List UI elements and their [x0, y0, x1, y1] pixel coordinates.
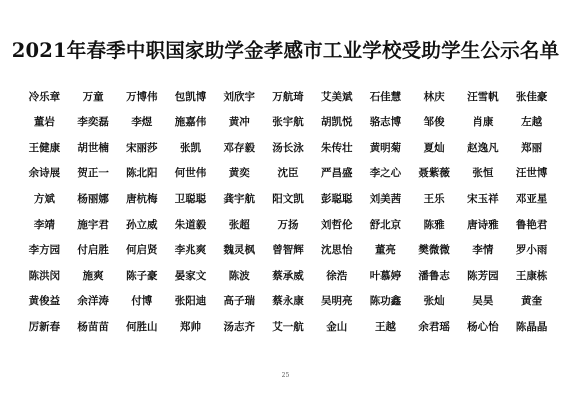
recipient-name: 胡世楠	[77, 141, 109, 154]
recipient-name: 高子瑞	[223, 295, 256, 308]
recipient-name: 聂紫薇	[418, 167, 450, 180]
recipient-name: 刘美茜	[369, 192, 402, 205]
recipient-name: 陈雅	[423, 218, 445, 231]
recipient-name: 张超	[228, 218, 250, 231]
recipient-name: 包凯博	[174, 90, 207, 103]
recipient-names-grid	[20, 84, 556, 340]
recipient-name: 龚宇航	[223, 192, 256, 205]
recipient-name: 冷乐章	[28, 90, 61, 103]
recipient-name: 何胜山	[126, 320, 158, 333]
recipient-name: 刘哲伦	[320, 218, 353, 231]
recipient-name: 付博	[131, 295, 153, 308]
recipient-name: 宋玉祥	[467, 192, 499, 205]
recipient-name: 曾智辉	[272, 244, 304, 257]
recipient-name: 汤志齐	[223, 320, 256, 333]
recipient-name: 陈功鑫	[369, 295, 402, 308]
recipient-name: 叶慕婷	[369, 269, 402, 282]
recipient-name: 沈臣	[277, 167, 299, 180]
recipient-name: 陈晶晶	[515, 320, 548, 333]
recipient-name: 严昌盛	[320, 167, 353, 180]
recipient-name: 余洋涛	[77, 295, 109, 308]
recipient-name: 罗小雨	[515, 244, 548, 257]
recipient-name: 施爽	[82, 269, 104, 282]
recipient-name: 汪雪帆	[467, 90, 499, 103]
recipient-name: 方斌	[33, 192, 55, 205]
recipient-name: 杨心怡	[467, 320, 499, 333]
recipient-name: 唐诗雅	[467, 218, 499, 231]
recipient-name: 万扬	[277, 218, 299, 231]
recipient-name: 杨丽娜	[77, 192, 109, 205]
recipient-name: 厉新春	[28, 320, 61, 333]
recipient-name: 石佳慧	[369, 90, 402, 103]
recipient-name: 骆志博	[369, 116, 402, 129]
recipient-name: 陈洪闵	[28, 269, 61, 282]
recipient-name: 黄奎	[521, 295, 543, 308]
recipient-name: 汤长泳	[272, 141, 304, 154]
recipient-name: 李方园	[28, 244, 61, 257]
recipient-name: 张灿	[423, 295, 445, 308]
recipient-name: 万航琦	[272, 90, 304, 103]
recipient-name: 万博伟	[126, 90, 158, 103]
recipient-name: 邹俊	[423, 116, 445, 129]
recipient-name: 何启贤	[126, 244, 158, 257]
recipient-name: 陈北阳	[126, 167, 158, 180]
recipient-name: 郑帅	[180, 320, 202, 333]
recipient-name: 李之心	[369, 167, 402, 180]
recipient-name: 邓亚星	[515, 192, 548, 205]
recipient-name: 舒北京	[369, 218, 402, 231]
recipient-name: 宋丽莎	[126, 141, 158, 154]
recipient-name: 李兆爽	[174, 244, 207, 257]
recipient-name: 潘鲁志	[418, 269, 450, 282]
recipient-name: 施宇君	[77, 218, 109, 231]
recipient-name: 陈波	[228, 269, 250, 282]
recipient-name: 余君瑶	[418, 320, 450, 333]
recipient-name: 卫聪聪	[174, 192, 207, 205]
recipient-name: 蔡承威	[272, 269, 304, 282]
recipient-name: 夏灿	[423, 141, 445, 154]
recipient-name: 陈子豪	[126, 269, 158, 282]
recipient-name: 左越	[521, 116, 543, 129]
recipient-name: 金山	[326, 320, 348, 333]
recipient-name: 艾一航	[272, 320, 304, 333]
recipient-name: 朱传壮	[320, 141, 353, 154]
recipient-name: 郑丽	[521, 141, 543, 154]
recipient-name: 孙立威	[126, 218, 158, 231]
recipient-name: 张恒	[472, 167, 494, 180]
recipient-name: 黄明菊	[369, 141, 402, 154]
recipient-name: 余诗展	[28, 167, 61, 180]
recipient-name: 何世伟	[174, 167, 207, 180]
recipient-name: 阳文凯	[272, 192, 304, 205]
recipient-name: 黄奕	[228, 167, 250, 180]
recipient-name: 施嘉伟	[174, 116, 207, 129]
recipient-name: 张凯	[180, 141, 202, 154]
page-title: 2021年春季中职国家助学金孝感市工业学校受助学生公示名单	[11, 39, 560, 62]
recipient-name: 董岩	[33, 116, 55, 129]
recipient-name: 王康栋	[515, 269, 548, 282]
recipient-name: 赵逸凡	[467, 141, 499, 154]
recipient-name: 张阳迪	[174, 295, 207, 308]
recipient-name: 付启胜	[77, 244, 109, 257]
recipient-name: 李煜	[131, 116, 153, 129]
recipient-name: 朱道毅	[174, 218, 207, 231]
recipient-name: 樊微微	[418, 244, 450, 257]
recipient-name: 吴昊	[472, 295, 494, 308]
recipient-name: 王健康	[28, 141, 61, 154]
recipient-name: 李靖	[33, 218, 55, 231]
recipient-name: 贺正一	[77, 167, 109, 180]
recipient-name: 王乐	[423, 192, 445, 205]
recipient-name: 李情	[472, 244, 494, 257]
recipient-name: 胡凯悦	[320, 116, 353, 129]
page-number: 25	[281, 372, 290, 379]
recipient-name: 晏家文	[174, 269, 207, 282]
recipient-name: 王越	[374, 320, 396, 333]
recipient-name: 蔡永康	[272, 295, 304, 308]
recipient-name: 林庆	[423, 90, 445, 103]
recipient-name: 陈芳园	[467, 269, 499, 282]
recipient-name: 徐浩	[326, 269, 348, 282]
recipient-name: 杨苗苗	[77, 320, 109, 333]
recipient-name: 汪世博	[515, 167, 548, 180]
recipient-name: 张佳豪	[515, 90, 548, 103]
recipient-name: 肖康	[472, 116, 494, 129]
recipient-name: 唐杭梅	[126, 192, 158, 205]
recipient-name: 邓存毅	[223, 141, 256, 154]
recipient-name: 沈思怡	[320, 244, 353, 257]
recipient-name: 李奕磊	[77, 116, 109, 129]
recipient-name: 吴明亮	[320, 295, 353, 308]
recipient-name: 艾美斌	[320, 90, 353, 103]
recipient-name: 黄俊益	[28, 295, 61, 308]
recipient-name: 刘欣宇	[223, 90, 256, 103]
recipient-name: 董亮	[374, 244, 396, 257]
recipient-name: 魏灵枫	[223, 244, 256, 257]
recipient-name: 鲁艳君	[515, 218, 548, 231]
recipient-name: 万童	[82, 90, 104, 103]
recipient-name: 张宇航	[272, 116, 304, 129]
recipient-name: 彭聪聪	[320, 192, 353, 205]
recipient-name: 黄冲	[228, 116, 250, 129]
